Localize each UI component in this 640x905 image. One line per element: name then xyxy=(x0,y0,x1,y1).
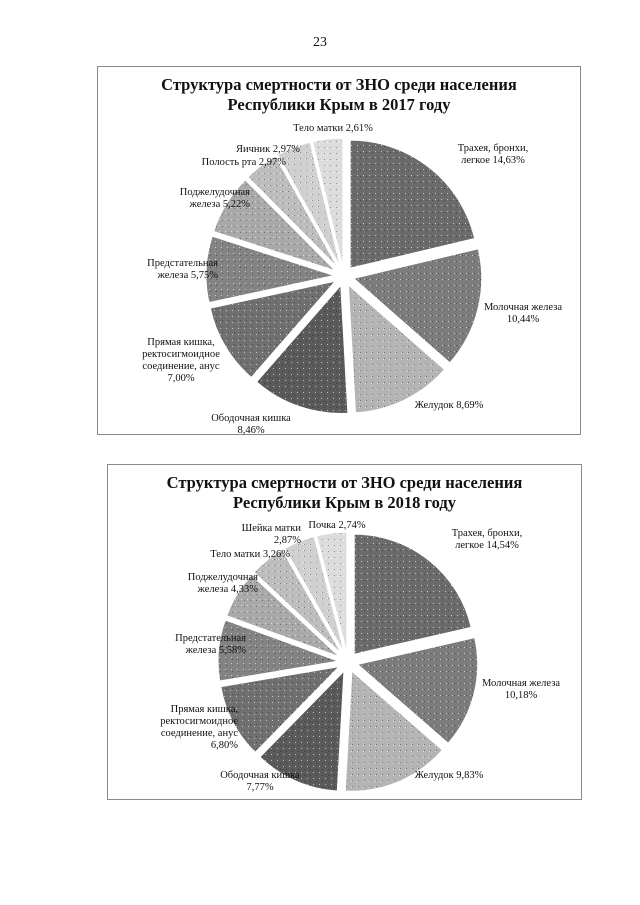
chart-title-line-2: Республики Крым в 2018 году xyxy=(233,493,456,512)
slice-data-label: Поджелудочная железа 4,33% xyxy=(187,572,258,595)
slice-data-label: Полость рта 2,97% xyxy=(201,157,286,168)
page-number: 23 xyxy=(313,35,327,50)
slice-data-label: Почка 2,74% xyxy=(308,520,366,531)
slice-data-label: Поджелудочная железа 5,22% xyxy=(179,187,250,210)
chart-2017 xyxy=(97,66,581,435)
chart-title-line-1: Структура смертности от ЗНО среди населения xyxy=(166,473,523,492)
chart-title-line-1: Структура смертности от ЗНО среди населения xyxy=(161,75,517,94)
slice-data-label: Тело матки 2,61% xyxy=(293,123,373,134)
pie-slice xyxy=(354,534,471,654)
slice-data-label: Молочная железа 10,44% xyxy=(483,302,563,325)
slice-data-label: Прямая кишка, ректосигмоидное соединение, анус 6,80% xyxy=(160,704,238,751)
chart-2018 xyxy=(107,464,582,800)
slice-data-label: Прямая кишка, ректосигмоидное соединение, анус 7,00% xyxy=(142,337,220,384)
slice-data-label: Трахея, бронхи, легкое 14,63% xyxy=(457,143,529,166)
slice-data-label: Ободочная кишка 7,77% xyxy=(220,770,300,793)
slice-data-label: Ободочная кишка 8,46% xyxy=(211,413,291,436)
slice-data-label: Шейка матки 2,87% xyxy=(241,523,301,546)
slice-data-label: Желудок 9,83% xyxy=(414,770,484,781)
chart-title-line-2: Республики Крым в 2017 году xyxy=(227,95,451,114)
slice-data-label: Трахея, бронхи, легкое 14,54% xyxy=(451,528,523,551)
slice-data-label: Предстательная железа 5,75% xyxy=(147,258,218,281)
slice-data-label: Яичник 2,97% xyxy=(236,144,300,155)
slice-data-label: Предстательная железа 5,58% xyxy=(175,633,246,656)
slice-data-label: Тело матки 3,26% xyxy=(210,549,290,560)
slice-data-label: Молочная железа 10,18% xyxy=(481,678,561,701)
slice-data-label: Желудок 8,69% xyxy=(414,400,484,411)
